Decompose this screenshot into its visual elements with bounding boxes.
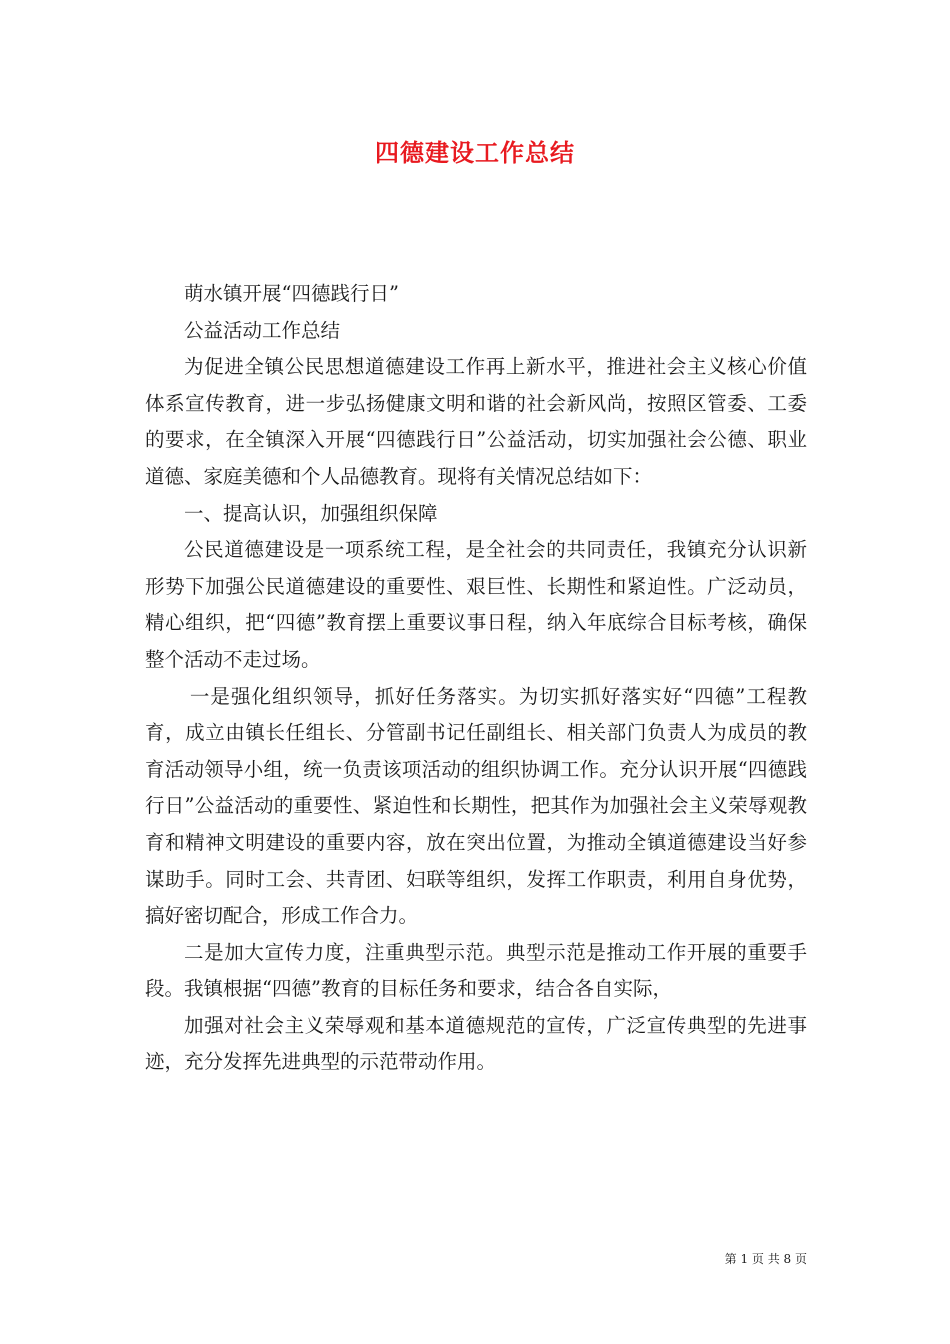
paragraph-intro: 为促进全镇公民思想道德建设工作再上新水平，推进社会主义核心价值体系宣传教育，进一步弘扬健康文明和谐的社会新风尚，按照区管委、工委的要求，在全镇深入开展“四德践行日”公益活动，切实加强社会公德、职业道德、家庭美德和个人品德教育。现将有关情况总结如下： xyxy=(145,355,807,488)
page-number: 第 1 页 共 8 页 xyxy=(724,1252,807,1266)
paragraph-subtitle-1: 萌水镇开展“四德践行日” xyxy=(184,282,399,305)
paragraph-point-1: 一是强化组织领导，抓好任务落实。为切实抓好落实好“四德”工程教育，成立由镇长任组长、分管副书记任副组长、相关部门负责人为成员的教育活动领导小组，统一负责该项活动的组织协调工作。充分认识开展“四德践行日”公益活动的重要性、紧迫性和长期性，把其作为加强社会主义荣辱观教育和精神文明建设的重要内容，放在突出位置，为推动全镇道德建设当好参谋助手。同时工会、共青团、妇联等组织，发挥工作职责，利用自身优势，搞好密切配合，形成工作合力。 xyxy=(145,684,807,928)
paragraph-point-2-cont: 加强对社会主义荣辱观和基本道德规范的宣传，广泛宣传典型的先进事迹，充分发挥先进典型的示范带动作用。 xyxy=(145,1013,807,1074)
section-heading-1: 一、提高认识，加强组织保障 xyxy=(184,501,438,525)
document-body xyxy=(145,276,807,1081)
paragraph-section-1: 公民道德建设是一项系统工程，是全社会的共同责任，我镇充分认识新形势下加强公民道德建设的重要性、艰巨性、长期性和紧迫性。广泛动员，精心组织，把“四德”教育摆上重要议事日程，纳入年底综合目标考核，确保整个活动不走过场。 xyxy=(145,538,807,671)
document-title: 四德建设工作总结 xyxy=(375,138,575,167)
paragraph-subtitle-2: 公益活动工作总结 xyxy=(184,318,341,342)
paragraph-point-2: 二是加大宣传力度，注重典型示范。典型示范是推动工作开展的重要手段。我镇根据“四德”教育的目标任务和要求，结合各自实际， xyxy=(145,940,807,1001)
